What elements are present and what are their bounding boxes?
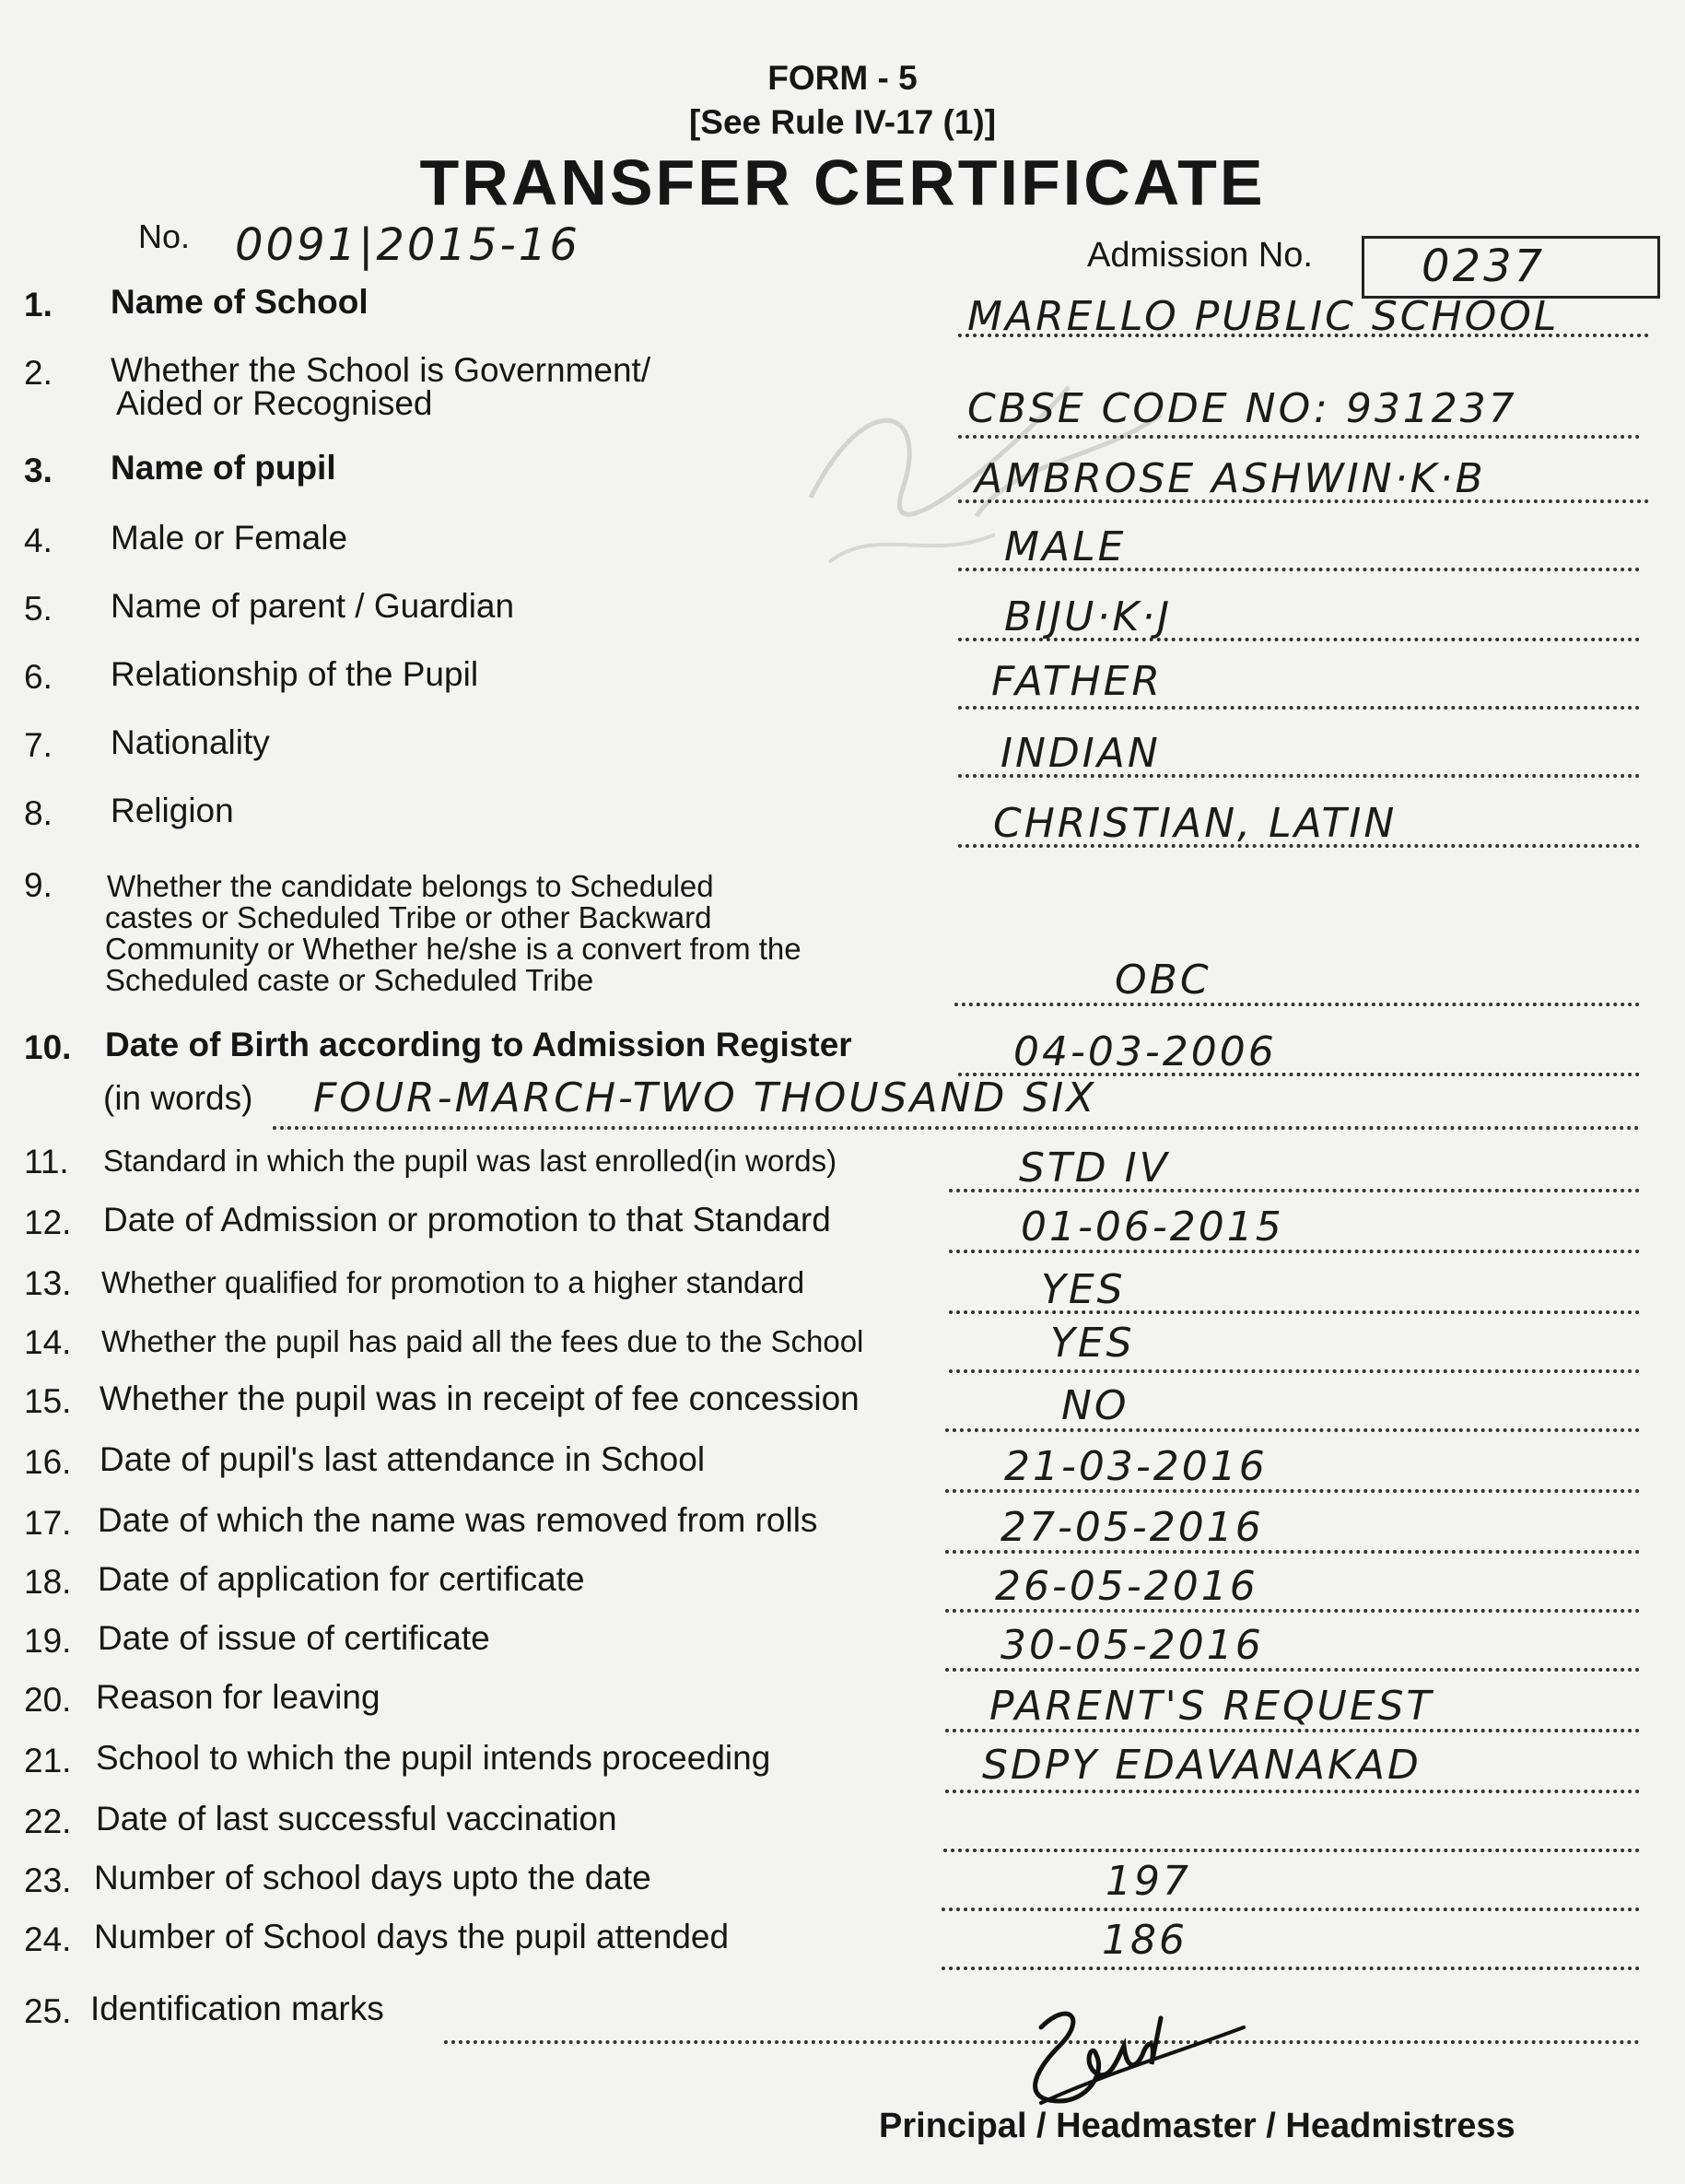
field-number: 23. [24, 1861, 72, 1899]
in-words-label: (in words) [103, 1079, 253, 1117]
field-number: 4. [24, 522, 53, 559]
rule-reference: [See Rule IV-17 (1)] [688, 103, 997, 141]
field-row-last-standard [0, 1143, 1685, 1198]
field-value: CBSE CODE NO: 931237 [967, 385, 1517, 432]
field-label: Identification marks [90, 1990, 384, 2027]
field-value: NO [1061, 1382, 1129, 1429]
field-value: YES [1041, 1266, 1126, 1313]
field-row-pupil-name [0, 449, 1685, 507]
field-number: 14. [24, 1323, 72, 1361]
date-of-birth-in-words: FOUR-MARCH-TWO THOUSAND SIX [313, 1074, 1097, 1121]
field-value: 21-03-2016 [1004, 1443, 1268, 1490]
field-value: MARELLO PUBLIC SCHOOL [967, 293, 1560, 340]
dotted-line [273, 1126, 1640, 1130]
field-value: 04-03-2006 [1013, 1028, 1277, 1075]
signatory-label: Principal / Headmaster / Headmistress [879, 2107, 1515, 2145]
field-label-line4: Scheduled caste or Scheduled Tribe [105, 963, 594, 997]
field-value: AMBROSE ASHWIN·K·B [975, 455, 1486, 502]
field-number: 3. [24, 452, 53, 489]
field-label: Date of which the name was removed from rolls [98, 1501, 818, 1539]
field-row-school-name [0, 283, 1685, 341]
field-value: 197 [1106, 1858, 1191, 1905]
field-value: 26-05-2016 [995, 1563, 1258, 1610]
field-label: Whether qualified for promotion to a higher standard [101, 1265, 805, 1299]
dotted-line [949, 1369, 1640, 1373]
field-row-school-days-attended [0, 1917, 1685, 1976]
field-label: Name of pupil [111, 449, 336, 487]
field-label: Date of Admission or promotion to that Standard [103, 1201, 831, 1239]
dotted-line [958, 706, 1640, 710]
field-value: 186 [1102, 1917, 1188, 1964]
field-label: Whether the pupil has paid all the fees due to the School [101, 1324, 864, 1358]
field-label: Number of School days the pupil attended [94, 1918, 730, 1955]
field-row-admission-date [0, 1201, 1685, 1259]
field-row-vaccination-date [0, 1802, 1685, 1858]
field-number: 20. [24, 1681, 72, 1719]
field-row-parent-name [0, 587, 1685, 645]
field-value: OBC [1115, 957, 1211, 1004]
field-row-nationality [0, 723, 1685, 781]
field-value: 30-05-2016 [1000, 1622, 1264, 1669]
field-label-line1: Whether the School is Government/ [111, 351, 651, 389]
field-row-category [0, 866, 1685, 1014]
field-number: 12. [24, 1204, 72, 1241]
field-number: 6. [24, 658, 53, 696]
field-row-religion [0, 794, 1685, 850]
field-row-school-type [0, 351, 1685, 432]
field-number: 19. [24, 1622, 72, 1660]
form-number: FORM - 5 [767, 59, 918, 97]
admission-number-value: 0237 [1422, 241, 1546, 292]
dotted-line [954, 1003, 1640, 1006]
dotted-line [945, 1428, 1640, 1432]
field-value: STD IV [1019, 1145, 1170, 1192]
field-label: Name of School [111, 283, 369, 321]
field-row-gender [0, 519, 1685, 577]
field-value: 01-06-2015 [1021, 1204, 1284, 1251]
field-number: 11. [24, 1143, 69, 1180]
field-label: Number of school days upto the date [94, 1859, 651, 1896]
field-label: Date of issue of certificate [98, 1619, 490, 1657]
field-number: 9. [24, 866, 53, 904]
field-label: Standard in which the pupil was last enrolled(in words) [103, 1144, 837, 1178]
field-label: School to which the pupil intends proceeding [96, 1739, 771, 1777]
field-row-reason-for-leaving [0, 1678, 1685, 1736]
admission-number-label: Admission No. [1087, 236, 1313, 275]
field-row-removed-from-rolls [0, 1501, 1685, 1559]
field-row-school-days-total [0, 1858, 1685, 1917]
field-label: Religion [111, 792, 234, 829]
field-number: 10. [24, 1028, 72, 1066]
dotted-line [945, 1790, 1640, 1793]
field-label: Nationality [111, 723, 270, 761]
document-title: TRANSFER CERTIFICATE [419, 147, 1266, 218]
dotted-line [943, 1849, 1640, 1852]
field-number: 2. [24, 354, 53, 392]
field-label: Male or Female [111, 519, 348, 557]
field-number: 15. [24, 1382, 72, 1420]
field-row-last-attendance [0, 1440, 1685, 1498]
field-number: 22. [24, 1802, 72, 1840]
field-number: 1. [24, 286, 53, 323]
dotted-line [942, 1967, 1640, 1970]
field-row-fees-paid [0, 1320, 1685, 1379]
field-label: Name of parent / Guardian [111, 587, 515, 625]
field-value: BIJU·K·J [1004, 593, 1173, 640]
field-row-relationship [0, 655, 1685, 713]
field-number: 13. [24, 1264, 72, 1302]
field-row-fee-concession [0, 1382, 1685, 1438]
principal-signature-mark [1004, 2000, 1262, 2119]
field-label-line3: Community or Whether he/she is a convert from the [105, 932, 802, 966]
field-row-issue-date [0, 1619, 1685, 1677]
field-row-application-date [0, 1560, 1685, 1618]
field-label: Date of last successful vaccination [96, 1800, 617, 1838]
field-label: Date of pupil's last attendance in School [99, 1440, 706, 1478]
field-value: INDIAN [1000, 730, 1161, 777]
field-label-line2: castes or Scheduled Tribe or other Backward [105, 900, 712, 934]
field-row-date-of-birth [0, 1028, 1685, 1139]
field-number: 8. [24, 794, 53, 832]
field-value: SDPY EDAVANAKAD [982, 1742, 1422, 1789]
field-label: Relationship of the Pupil [111, 655, 479, 693]
field-number: 17. [24, 1504, 72, 1542]
field-number: 18. [24, 1563, 72, 1601]
field-number: 21. [24, 1742, 72, 1779]
field-value: YES [1050, 1320, 1135, 1367]
field-value: CHRISTIAN, LATIN [993, 800, 1398, 847]
field-number: 5. [24, 590, 53, 628]
field-label: Reason for leaving [96, 1678, 380, 1716]
field-label: Date of application for certificate [98, 1560, 585, 1598]
field-number: 16. [24, 1443, 72, 1481]
field-number: 7. [24, 726, 53, 764]
field-label-line2: Aided or Recognised [116, 384, 433, 422]
certificate-number-label: No. [138, 217, 191, 255]
field-row-next-school [0, 1739, 1685, 1797]
field-number: 25. [24, 1992, 72, 2030]
field-value: FATHER [991, 658, 1163, 705]
field-row-promotion-qualified [0, 1264, 1685, 1320]
field-number: 24. [24, 1920, 72, 1958]
field-row-identification-marks [0, 1992, 1685, 2048]
field-value: MALE [1004, 523, 1127, 570]
field-label: Whether the pupil was in receipt of fee concession [99, 1380, 860, 1417]
field-value: PARENT'S REQUEST [989, 1683, 1434, 1730]
certificate-number-value: 0091|2015-16 [235, 219, 580, 271]
dotted-line [942, 1908, 1640, 1911]
field-label: Date of Birth according to Admission Register [105, 1026, 852, 1063]
field-value: 27-05-2016 [1000, 1504, 1264, 1551]
field-label-line1: Whether the candidate belongs to Scheduled [107, 869, 714, 903]
dotted-line [958, 435, 1640, 439]
